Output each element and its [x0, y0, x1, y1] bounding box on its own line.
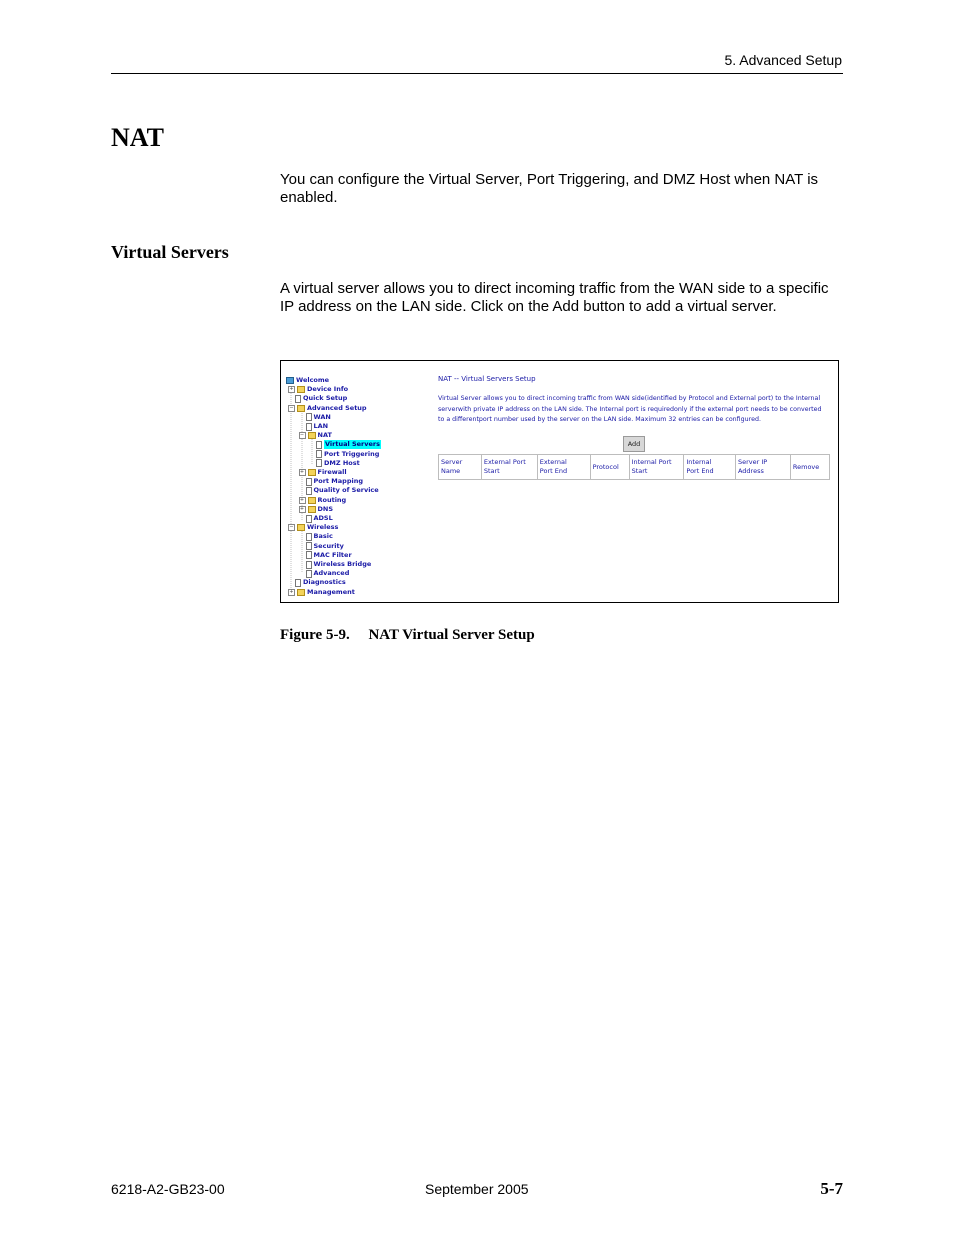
page-icon — [295, 395, 301, 403]
column-header — [790, 455, 829, 480]
column-header — [439, 455, 482, 480]
page-icon — [306, 515, 312, 523]
tree-item-diagnostics[interactable] — [288, 578, 346, 587]
tree-item-basic[interactable] — [299, 532, 333, 541]
table-header-row — [439, 455, 830, 480]
tree-item-label: Port Mapping — [313, 477, 363, 486]
page-icon — [306, 542, 312, 550]
tree-item-nat[interactable] — [299, 431, 332, 440]
expand-toggle-icon[interactable]: + — [299, 469, 305, 475]
tree-item-label: Welcome — [296, 376, 330, 384]
folder-icon — [308, 506, 316, 513]
page-icon — [316, 441, 322, 449]
tree-item-adsl[interactable] — [299, 514, 333, 523]
navigation-tree — [281, 361, 431, 602]
column-header — [629, 455, 684, 480]
footer-page-number: 5-7 — [820, 1179, 843, 1198]
tree-item-label: Diagnostics — [303, 578, 346, 587]
tree-item-label: Firewall — [317, 468, 347, 476]
footer-date: September 2005 — [425, 1181, 529, 1197]
tree-item-routing[interactable] — [299, 496, 347, 505]
folder-icon — [308, 432, 316, 439]
tree-item-quality-of-service[interactable] — [299, 486, 379, 495]
page-icon — [306, 413, 312, 421]
page-icon — [306, 561, 312, 569]
section-title: NAT — [111, 123, 164, 152]
column-header-line: External Port — [483, 458, 526, 466]
subsection-paragraph: A virtual server allows you to direct incoming traffic from the WAN side to a specific IP address on the LAN side. Click on the Add button to add a virtual server. — [280, 280, 829, 315]
column-header-line: Name — [441, 467, 461, 475]
page-icon — [306, 487, 312, 495]
welcome-icon — [286, 377, 294, 384]
column-header-line: Internal — [686, 458, 712, 466]
add-button[interactable]: Add — [623, 436, 645, 452]
expand-toggle-icon[interactable]: − — [299, 432, 305, 439]
tree-item-label: Port Triggering — [324, 449, 380, 458]
panel-description: Virtual Server allows you to direct incoming traffic from WAN side(identified by Protocol and External port) to the Internal serverwith private IP address on the LAN side. The Internal port is requiredonly if the external port needs to be converted to a differentport number used by the server on the LAN side. Maximum 32 entries can be configured. — [438, 395, 822, 423]
expand-toggle-icon[interactable]: + — [289, 588, 294, 595]
tree-spacer — [299, 534, 304, 539]
tree-item-label: ADSL — [313, 514, 333, 522]
header-rule — [111, 73, 843, 74]
folder-icon — [308, 497, 316, 504]
tree-item-label: Wireless — [307, 523, 339, 532]
column-header-line: Server — [441, 458, 463, 466]
folder-icon — [308, 469, 316, 476]
column-header-line: Start — [631, 467, 648, 475]
column-header-line: External — [539, 458, 567, 466]
tree-spacer — [299, 571, 304, 576]
tree-item-label: Quick Setup — [303, 394, 348, 403]
tree-item-welcome[interactable] — [286, 376, 329, 385]
tree-item-quick-setup[interactable] — [288, 394, 347, 403]
tree-item-wan[interactable] — [299, 413, 331, 422]
tree-item-label: WAN — [313, 412, 331, 421]
tree-item-label: DNS — [317, 504, 334, 513]
page-icon — [306, 551, 312, 559]
tree-item-wireless-bridge[interactable] — [299, 560, 372, 569]
tree-item-device-info[interactable] — [288, 385, 348, 394]
tree-spacer — [309, 442, 314, 447]
tree-item-virtual-servers[interactable] — [309, 440, 381, 449]
tree-item-label: Quality of Service — [313, 486, 379, 495]
tree-item-port-triggering[interactable] — [309, 450, 379, 459]
tree-item-port-mapping[interactable] — [299, 477, 363, 486]
tree-spacer — [288, 396, 293, 401]
tree-item-label: NAT — [317, 431, 332, 440]
figure-number: Figure 5-9. — [280, 627, 350, 643]
tree-item-dmz-host[interactable] — [309, 459, 360, 468]
tree-item-label: Wireless Bridge — [313, 560, 372, 568]
tree-spacer — [299, 544, 304, 549]
tree-item-label: Management — [307, 587, 355, 596]
figure-title: NAT Virtual Server Setup — [368, 627, 535, 643]
page-header-chapter: 5. Advanced Setup — [724, 52, 842, 68]
tree-spacer — [288, 580, 293, 585]
tree-spacer — [299, 562, 304, 567]
virtual-servers-table — [438, 454, 830, 480]
column-header — [481, 455, 537, 480]
tree-spacer — [309, 452, 314, 457]
column-header — [537, 455, 590, 480]
tree-item-label: Advanced — [313, 569, 350, 578]
tree-item-advanced-setup[interactable] — [288, 404, 367, 413]
tree-spacer — [299, 516, 304, 521]
column-header-line: Port End — [539, 467, 568, 475]
tree-item-lan[interactable] — [299, 422, 329, 431]
folder-icon — [297, 386, 305, 393]
tree-item-security[interactable] — [299, 542, 344, 551]
expand-toggle-icon[interactable]: + — [289, 386, 294, 393]
tree-item-label: LAN — [313, 422, 329, 430]
tree-spacer — [299, 415, 304, 420]
page-icon — [295, 579, 301, 587]
tree-item-dns[interactable] — [299, 505, 334, 514]
panel-title: NAT -- Virtual Servers Setup — [438, 375, 536, 383]
column-header-line: Protocol — [592, 462, 619, 471]
subsection-title: Virtual Servers — [111, 242, 229, 262]
tree-item-label: DMZ Host — [324, 458, 360, 467]
tree-item-mac-filter[interactable] — [299, 551, 352, 560]
column-header-line: Remove — [792, 462, 820, 471]
tree-item-label: Security — [313, 541, 344, 550]
column-header-line: Internal Port — [631, 458, 672, 466]
folder-icon — [297, 405, 305, 412]
figure-caption — [280, 627, 535, 644]
page-icon — [306, 570, 312, 578]
tree-item-label: Device Info — [307, 385, 349, 394]
tree-item-wireless[interactable] — [288, 523, 338, 532]
column-header — [590, 455, 629, 480]
tree-spacer — [299, 424, 304, 429]
tree-item-label: Virtual Servers — [325, 440, 380, 449]
tree-spacer — [299, 488, 304, 493]
column-header-line: Address — [737, 467, 764, 475]
page-icon — [316, 459, 322, 467]
folder-icon — [297, 524, 305, 531]
page-icon — [306, 533, 312, 541]
page-icon — [316, 450, 322, 458]
expand-toggle-icon[interactable]: + — [299, 496, 305, 503]
page-icon — [306, 423, 312, 431]
screenshot-figure — [280, 360, 839, 603]
tree-item-label: Routing — [317, 495, 347, 504]
expand-toggle-icon[interactable]: − — [289, 404, 294, 411]
tree-item-firewall[interactable] — [299, 468, 347, 477]
page-icon — [306, 478, 312, 486]
column-header — [735, 455, 790, 480]
tree-item-advanced[interactable] — [299, 569, 350, 578]
folder-icon — [297, 589, 305, 596]
expand-toggle-icon[interactable]: + — [299, 505, 305, 512]
intro-paragraph: You can configure the Virtual Server, Port Triggering, and DMZ Host when NAT is enabled. — [280, 171, 819, 206]
footer-doc-id: 6218-A2-GB23-00 — [111, 1181, 225, 1197]
column-header-line: Start — [483, 467, 500, 475]
tree-item-label: Basic — [313, 532, 333, 541]
tree-spacer — [299, 553, 304, 558]
tree-spacer — [299, 479, 304, 484]
expand-toggle-icon[interactable]: − — [289, 524, 294, 531]
column-header-line: Server IP — [737, 458, 768, 466]
tree-item-label: MAC Filter — [313, 550, 352, 559]
column-header-line: Port End — [686, 467, 714, 475]
column-header — [684, 455, 736, 480]
tree-item-label: Advanced Setup — [307, 403, 367, 412]
tree-item-management[interactable] — [288, 588, 355, 597]
tree-spacer — [309, 461, 314, 466]
